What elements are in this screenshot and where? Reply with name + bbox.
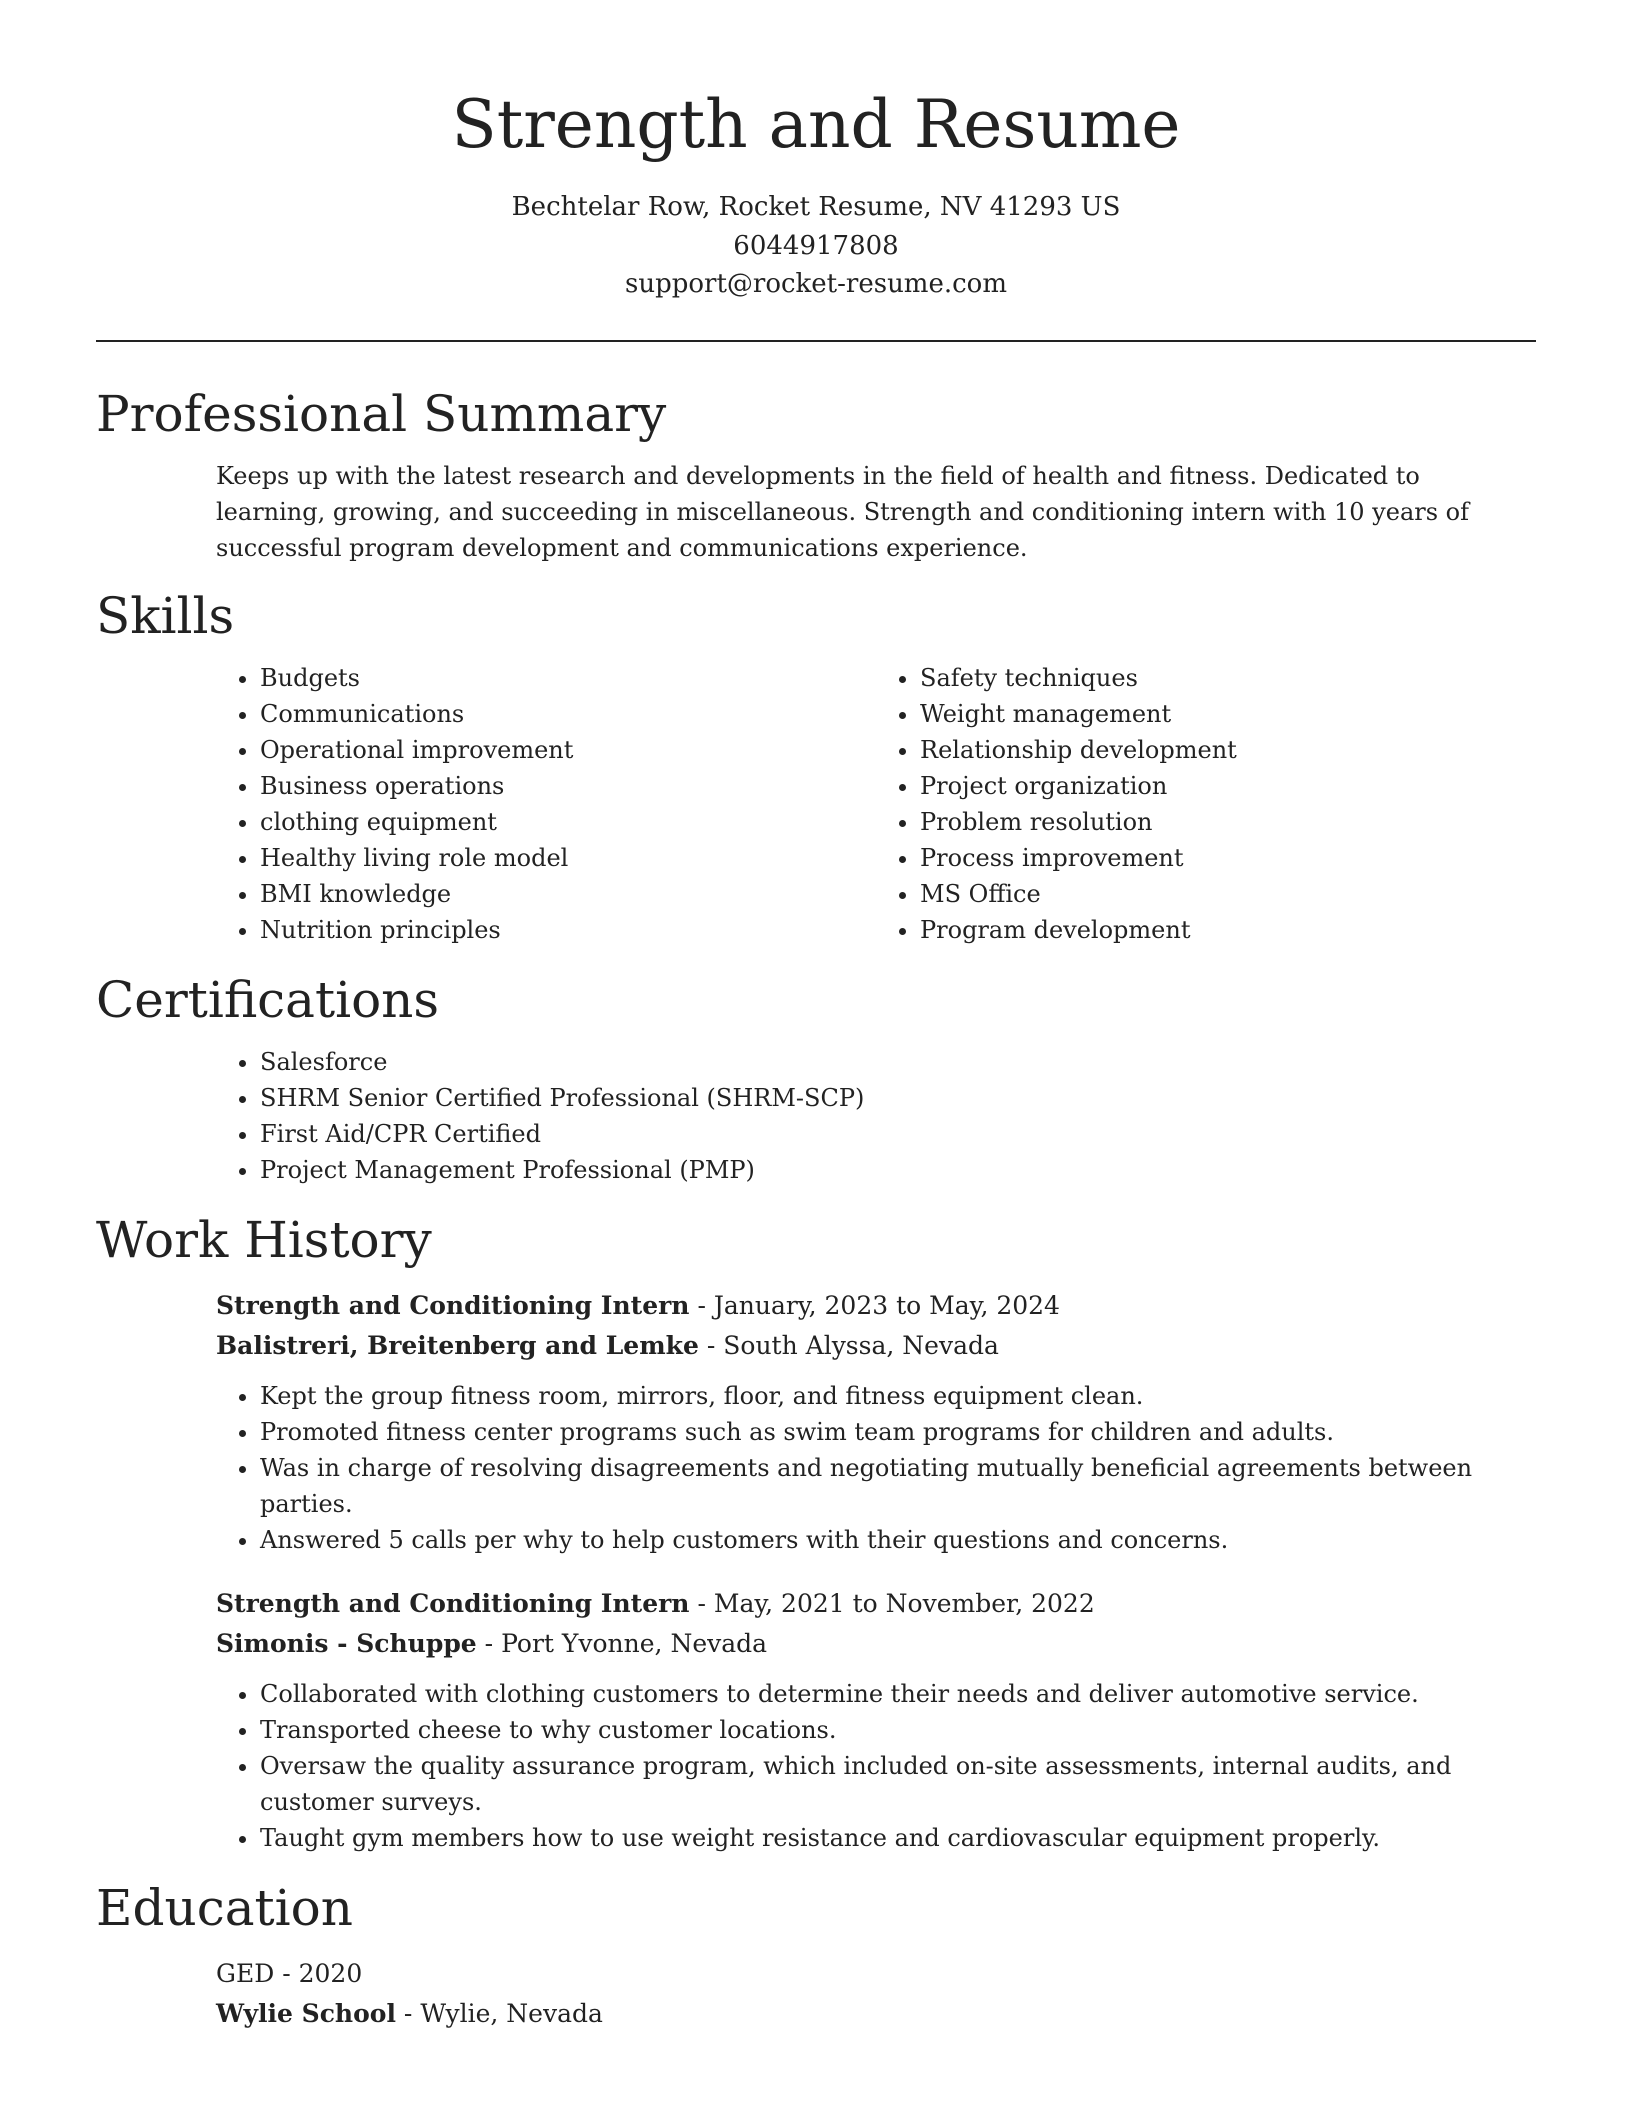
list-item: • Healthy living role model — [260, 840, 876, 876]
degree-line — [216, 1954, 1536, 1994]
list-item: • Kept the group fitness room, mirrors, floor, and fitness equipment clean. — [260, 1378, 1536, 1414]
address: Bechtelar Row, Rocket Resume, NV 41293 US — [511, 192, 1121, 222]
list-item: • MS Office — [920, 876, 1536, 912]
list-item: • Program development — [920, 912, 1536, 948]
list-item: • Answered 5 calls per why to help customers with their questions and concerns. — [260, 1522, 1536, 1558]
job-dates: January, 2023 to May, 2024 — [713, 1290, 1060, 1320]
job-company: Balistreri, Breitenberg and Lemke — [216, 1330, 699, 1360]
job-location: South Alyssa, Nevada — [723, 1330, 999, 1360]
separator: - — [697, 1588, 714, 1618]
section-title-education: Education — [96, 1878, 353, 1937]
job-title-line — [216, 1286, 1536, 1326]
job-company-line — [216, 1624, 1536, 1664]
job-company-line — [216, 1326, 1536, 1366]
list-item: • Business operations — [260, 768, 876, 804]
list-item: • Safety techniques — [920, 660, 1536, 696]
list-item: • Salesforce — [260, 1044, 1536, 1080]
certifications-list — [216, 1044, 1536, 1188]
separator: - — [403, 1998, 421, 2028]
contact-block — [96, 188, 1536, 304]
header-divider — [96, 340, 1536, 342]
degree: GED — [216, 1958, 275, 1988]
list-item: • Problem resolution — [920, 804, 1536, 840]
school-name: Wylie School — [216, 1998, 396, 2028]
section-title-certifications: Certifications — [96, 970, 440, 1029]
list-item: • Budgets — [260, 660, 876, 696]
job-bullets — [216, 1378, 1536, 1558]
work-history-section — [96, 1208, 1536, 1856]
section-title-summary: Professional Summary — [96, 384, 667, 443]
separator: - — [484, 1628, 502, 1658]
certifications-section — [96, 968, 1536, 1188]
separator: - — [282, 1958, 299, 1988]
job-title: Strength and Conditioning Intern — [216, 1290, 690, 1320]
list-item: • Taught gym members how to use weight resistance and cardiovascular equipment properly. — [260, 1820, 1536, 1856]
education-section — [96, 1876, 1536, 2034]
school-location: Wylie, Nevada — [420, 1998, 603, 2028]
summary-section — [96, 382, 1536, 566]
list-item: • Was in charge of resolving disagreements and negotiating mutually beneficial agreements between parties. — [260, 1450, 1536, 1522]
list-item: • Relationship development — [920, 732, 1536, 768]
skills-list-left — [216, 660, 876, 948]
list-item: • Project organization — [920, 768, 1536, 804]
list-item: • SHRM Senior Certified Professional (SHRM-SCP) — [260, 1080, 1536, 1116]
job-location: Port Yvonne, Nevada — [501, 1628, 768, 1658]
job-bullets — [216, 1676, 1536, 1856]
list-item: • First Aid/CPR Certified — [260, 1116, 1536, 1152]
graduation-year: 2020 — [298, 1958, 363, 1988]
resume-header — [96, 0, 1536, 304]
list-item: • Oversaw the quality assurance program, which included on-site assessments, internal audits, and customer surveys. — [260, 1748, 1536, 1820]
list-item: • Operational improvement — [260, 732, 876, 768]
list-item: • Project Management Professional (PMP) — [260, 1152, 1536, 1188]
job-title: Strength and Conditioning Intern — [216, 1588, 690, 1618]
skills-section — [96, 584, 1536, 948]
candidate-name: Strength and Resume — [451, 86, 1181, 163]
phone: 6044917808 — [733, 230, 899, 261]
list-item: • Transported cheese to why customer locations. — [260, 1712, 1536, 1748]
separator: - — [706, 1330, 724, 1360]
list-item: • BMI knowledge — [260, 876, 876, 912]
job-entry — [96, 1584, 1536, 1856]
school-line — [216, 1994, 1536, 2034]
job-title-line — [216, 1584, 1536, 1624]
list-item: • Collaborated with clothing customers to determine their needs and deliver automotive service. — [260, 1676, 1536, 1712]
list-item: • clothing equipment — [260, 804, 876, 840]
job-entry — [96, 1286, 1536, 1558]
skills-list-right — [876, 660, 1536, 948]
separator: - — [697, 1290, 714, 1320]
education-entry — [96, 1954, 1536, 2034]
list-item: • Weight management — [920, 696, 1536, 732]
section-title-work-history: Work History — [96, 1210, 432, 1269]
list-item: • Process improvement — [920, 840, 1536, 876]
list-item: • Communications — [260, 696, 876, 732]
list-item: • Promoted fitness center programs such as swim team programs for children and adults. — [260, 1414, 1536, 1450]
list-item: • Nutrition principles — [260, 912, 876, 948]
summary-text: Keeps up with the latest research and developments in the field of health and fitness. Dedicated to learning, growing, and succeeding in miscellaneous. Strength and conditioning intern with 10 years of successful program development and communications experience. — [216, 461, 1470, 562]
email: support@rocket-resume.com — [624, 269, 1007, 299]
job-company: Simonis - Schuppe — [216, 1628, 477, 1658]
section-title-skills: Skills — [96, 586, 235, 645]
job-dates: May, 2021 to November, 2022 — [713, 1588, 1095, 1618]
